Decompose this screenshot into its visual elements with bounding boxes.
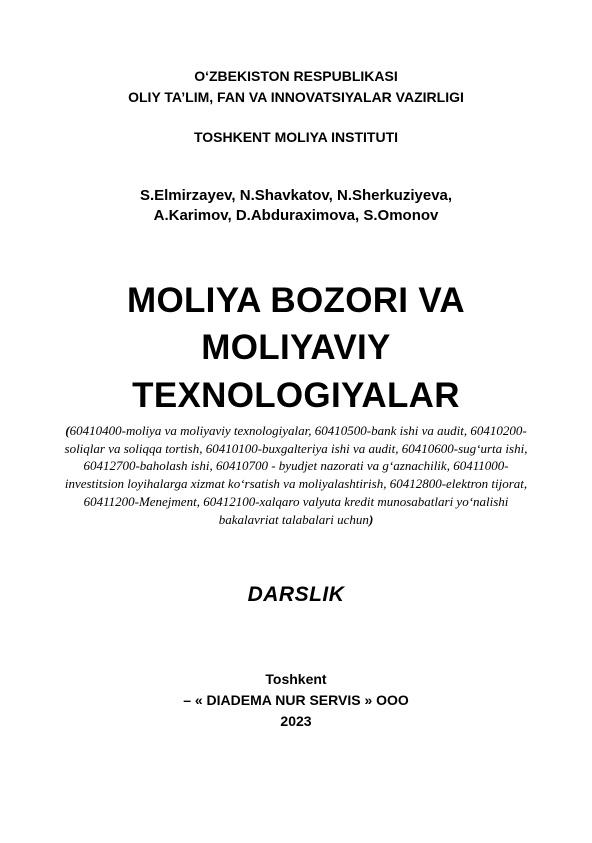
imprint-publisher: – « DIADEMA NUR SERVIS » OOO bbox=[183, 692, 409, 708]
ministry-line-1: O‘ZBEKISTON RESPUBLIKASI bbox=[194, 68, 398, 84]
authors-line-1: S.Elmirzayev, N.Shavkatov, N.Sherkuziyeva, bbox=[139, 187, 453, 204]
book-title-line-3: TEXNOLOGIYALAR bbox=[132, 376, 460, 415]
open-paren: ( bbox=[65, 423, 70, 438]
book-title-line-1: MOLIYA BOZORI VA bbox=[127, 281, 465, 320]
book-title-line-2: MOLIYAVIY bbox=[201, 328, 391, 367]
imprint-year: 2023 bbox=[280, 713, 312, 729]
target-specialties bbox=[60, 422, 532, 528]
book-type: DARSLIK bbox=[247, 583, 345, 606]
ministry-line-2: OLIY TA’LIM, FAN VA INNOVATSIYALAR VAZIRLIGI bbox=[128, 89, 464, 105]
authors-line-2: A.Karimov, D.Abduraximova, S.Omonov bbox=[153, 207, 439, 224]
institute-name: TOSHKENT MOLIYA INSTITUTI bbox=[193, 129, 399, 145]
close-paren: ) bbox=[368, 511, 374, 527]
imprint-city: Toshkent bbox=[265, 671, 327, 687]
specialties-text: 60410400-moliya va moliyaviy texnologiyalar, 60410500-bank ishi va audit, 60410200-soliqlar va soliqqa tortish, 60410100-buxgalteriya ishi va audit, 60410600-sug‘urta ishi, 60412700-baholash ishi, 60410700 - byudjet nazorati va g‘aznachilik, 60411000-investitsion loyihalarga xizmat ko‘rsatish va moliyalashtirish, 60412800-elektron tijorat, 60411200-Menejment, 60412100-xalqaro valyuta kredit munosabatlari yo‘nalishi bakalavriat talabalari uchun bbox=[64, 423, 528, 527]
